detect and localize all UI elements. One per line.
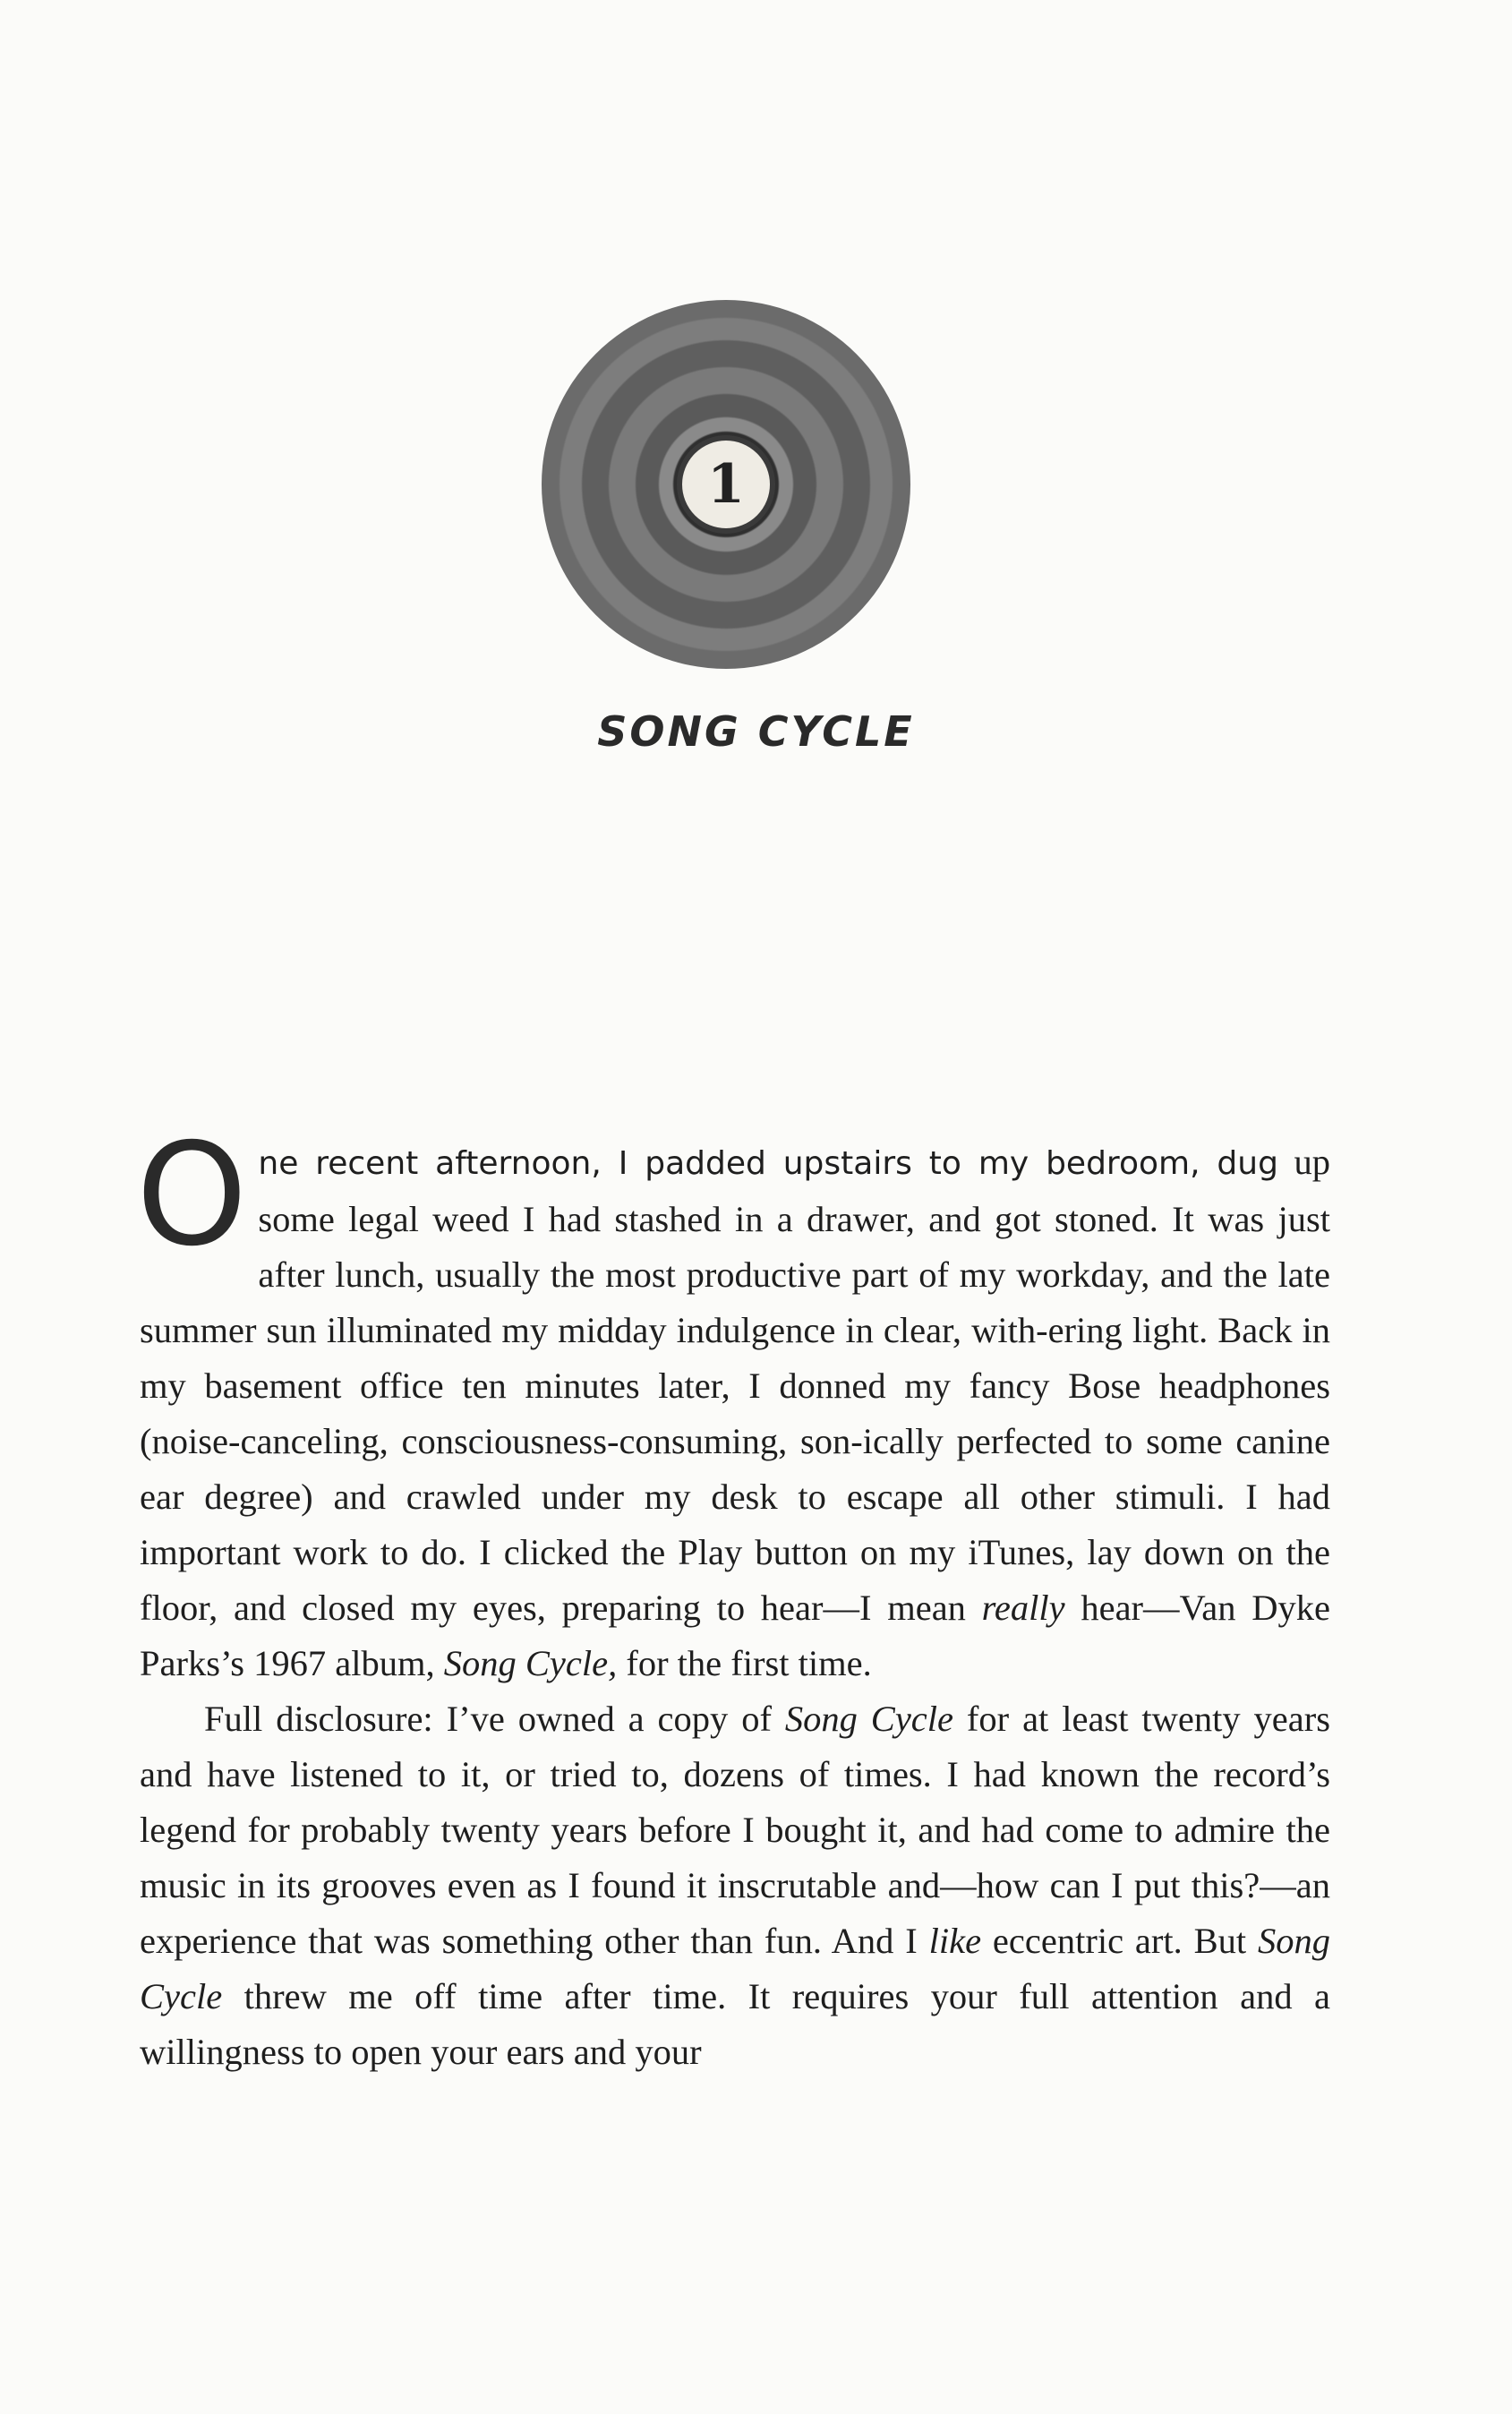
emphasis-like: like — [928, 1921, 982, 1961]
body-text — [136, 1113, 1330, 2080]
emphasis-song-cycle-2: Song Cycle — [140, 1921, 1330, 2016]
drop-cap: O — [136, 1113, 248, 1278]
paragraph-1 — [136, 1113, 1330, 1691]
paragraph-2 — [140, 1691, 1330, 2080]
chapter-number: 1 — [677, 435, 775, 534]
paragraph-1-text-a: up some legal weed I had stashed in a drawer, and got stoned. It was just after lunch, usually the most productive part of my workday, and the late summer sun illuminated my midday indulgence in clear, with-ering light. Back in my basement office ten minutes later, I donned my fancy Bose headphones (noise-canceling, consciousness-consuming, son-ically perfected to some canine ear degree) and crawled under my desk to escape all other stimuli. I had important work to do. I clicked the Play button on my iTunes, lay down on the floor, and closed my eyes, preparing to hear—I mean — [140, 1142, 1330, 1628]
emphasis-really: really — [981, 1588, 1065, 1628]
chapter-number-badge — [542, 300, 910, 669]
paragraph-2-text-d: threw me off time after time. It requires your full attention and a willingness to open your ears and your — [140, 1976, 1330, 2072]
emphasis-song-cycle-1: Song Cycle — [784, 1699, 953, 1739]
paragraph-2-text-c: eccentric art. But — [981, 1921, 1258, 1961]
paragraph-1-text-c: for the first time. — [617, 1643, 872, 1683]
paragraph-2-text-b: for at least twenty years and have listened to it, or tried to, dozens of times. I had known the record’s legend for probably twenty years before I bought it, and had come to admire the music in its grooves even as I found it inscrutable and—how can I put this?—an experience that was something other than fun. And I — [140, 1699, 1330, 1961]
paragraph-1-text-b: hear—Van Dyke Parks’s 1967 album, — [140, 1588, 1330, 1683]
opening-words: ne recent afternoon, I padded upstairs to my bedroom, dug — [258, 1145, 1278, 1182]
chapter-title: SONG CYCLE — [597, 707, 915, 756]
paragraph-2-text-a: Full disclosure: I’ve owned a copy of — [204, 1699, 785, 1739]
emphasis-album-title: Song Cycle, — [443, 1643, 618, 1683]
